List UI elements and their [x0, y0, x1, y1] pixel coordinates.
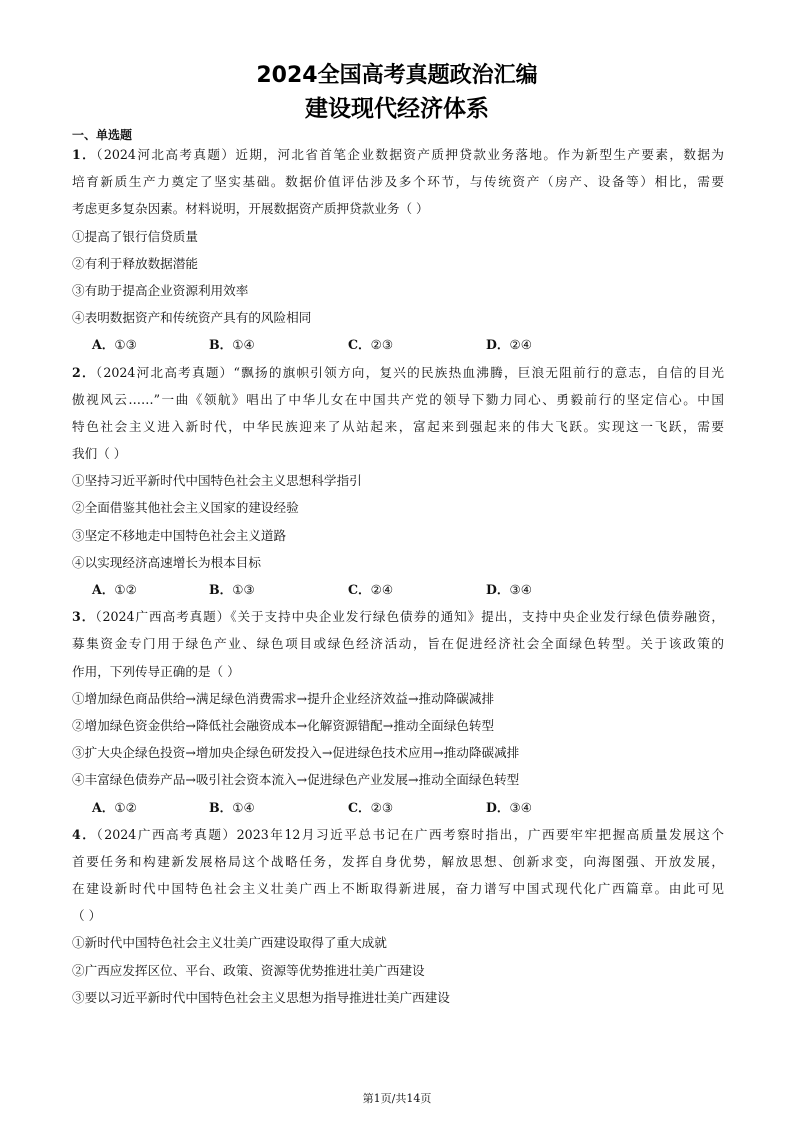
answer-letter: A．: [92, 337, 115, 353]
answer-text: ②④: [509, 337, 533, 353]
statement-item: ③要以习近平新时代中国特色社会主义思想为指导推进壮美广西建设: [72, 989, 450, 1005]
question-source: （2024广西高考真题）: [95, 609, 231, 625]
answer-text: ①④: [232, 337, 255, 353]
question-number: 1．: [72, 147, 97, 162]
question: [72, 141, 724, 359]
page-footer: 第1页/共14页: [362, 1092, 432, 1105]
question-stem-line: 我们（ ）: [72, 446, 127, 462]
answer-letter: C．: [348, 337, 371, 353]
answer-option[interactable]: [92, 576, 137, 603]
answer-option[interactable]: [209, 576, 255, 603]
answer-option[interactable]: [348, 331, 393, 358]
statement-item: ①坚持习近平新时代中国特色社会主义思想科学指引: [72, 473, 362, 489]
question-stem-line: [72, 141, 724, 168]
statement-item: ②广西应发挥区位、平台、政策、资源等优势推进壮美广西建设: [72, 962, 425, 978]
answer-option[interactable]: [348, 794, 393, 821]
answer-option[interactable]: [209, 331, 255, 358]
answer-letter: A．: [92, 799, 115, 815]
answer-text: ③④: [509, 799, 533, 815]
answer-text: ③④: [509, 582, 533, 597]
question-stem-line: [72, 359, 724, 386]
question: [72, 359, 724, 604]
answer-letter: C．: [348, 582, 371, 597]
answer-letter: D．: [486, 582, 510, 597]
question-number: 3．: [72, 609, 96, 625]
question-stem-line: 特色社会主义进入新时代，中华民族迎来了从站起来，富起来到强起来的伟大飞跃。实现这一飞跃，需要: [72, 418, 724, 434]
answer-option[interactable]: [92, 331, 137, 358]
question-stem-text: “飘扬的旗帜引领方向，复兴的民族热血沸腾，巨浪无阻前行的意志，自信的目光: [233, 364, 724, 380]
statement-item: ①增加绿色商品供给→满足绿色消费需求→提升企业经济效益→推动降碳减排: [72, 690, 495, 706]
answer-option[interactable]: [486, 576, 532, 603]
answer-text: ①②: [114, 799, 137, 815]
answer-text: ②③: [370, 337, 394, 353]
question-number: 4．: [72, 826, 97, 842]
question-source: （2024河北高考真题）: [95, 364, 234, 380]
question-stem-line: 培育新质生产力奠定了坚实基础。数据价值评估涉及多个环节，与传统资产（房产、设备等）相比，需要: [72, 174, 724, 190]
answer-letter: A．: [92, 582, 115, 597]
statement-item: ③有助于提高企业资源利用效率: [72, 282, 249, 298]
answer-text: ①③: [232, 582, 255, 597]
question-stem-line: [72, 821, 724, 848]
answer-text: ②④: [370, 582, 394, 597]
answer-letter: D．: [486, 337, 510, 353]
answer-options: [72, 794, 724, 821]
answer-letter: D．: [486, 799, 510, 815]
statement-item: ③扩大央企绿色投资→增加央企绿色研发投入→促进绿色技术应用→推动降碳减排: [72, 745, 520, 761]
answer-text: ①②: [114, 582, 137, 597]
question-source: （2024广西高考真题）: [96, 826, 237, 842]
statement-item: ①提高了银行信贷质量: [72, 228, 198, 244]
statement-item: ④以实现经济高速增长为根本目标: [72, 554, 261, 570]
answer-letter: B．: [209, 799, 233, 815]
question-stem-line: 募集资金专门用于绿色产业、绿色项目或绿色经济活动，旨在促进经济社会全面绿色转型。关于该政策的: [72, 636, 724, 652]
question-list: [72, 141, 724, 1011]
question-number: 2．: [72, 364, 96, 380]
statement-item: ④丰富绿色债券产品→吸引社会资本流入→促进绿色产业发展→推动全面绿色转型: [72, 772, 520, 788]
question-source: （2024河北高考真题）: [96, 147, 236, 162]
answer-text: ①③: [114, 337, 137, 353]
question: [72, 821, 724, 1011]
answer-letter: C．: [348, 799, 371, 815]
answer-options: [72, 331, 724, 358]
question-stem-line: 首要任务和构建新发展格局这个战略任务，发挥自身优势，解放思想、创新求变，向海图强、开放发展，: [72, 853, 724, 869]
answer-option[interactable]: [486, 794, 532, 821]
answer-letter: B．: [209, 337, 233, 353]
question: [72, 603, 724, 821]
answer-letter: B．: [209, 582, 233, 597]
answer-text: ①④: [232, 799, 255, 815]
answer-option[interactable]: [92, 794, 137, 821]
statement-item: ②有利于释放数据潜能: [72, 255, 198, 271]
question-stem-text: 《关于支持中央企业发行绿色债券的通知》提出，支持中央企业发行绿色债券融资，: [230, 609, 724, 625]
answer-option[interactable]: [348, 576, 393, 603]
question-stem-line: 作用，下列传导正确的是（ ）: [72, 663, 240, 679]
question-stem-text: 近期，河北省首笔企业数据资产质押贷款业务落地。作为新型生产要素，数据为: [235, 147, 724, 162]
statement-item: ①新时代中国特色社会主义壮美广西建设取得了重大成就: [72, 935, 387, 951]
question-stem-text: 2023年12月习近平总书记在广西考察时指出，广西要牢牢把握高质量发展这个: [236, 826, 725, 842]
question-stem-line: 考虑更多复杂因素。材料说明，开展数据资产质押贷款业务（ ）: [72, 201, 429, 217]
question-stem-line: 在建设新时代中国特色社会主义壮美广西上不断取得新进展，奋力谱写中国式现代化广西篇章。由此可见: [72, 881, 724, 897]
answer-text: ②③: [370, 799, 394, 815]
statement-item: ③坚定不移地走中国特色社会主义道路: [72, 527, 287, 543]
section-heading: 一、单选题: [72, 128, 133, 142]
statement-item: ②全面借鉴其他社会主义国家的建设经验: [72, 500, 299, 516]
question-stem-line: 傲视风云……”一曲《领航》唱出了中华儿女在中国共产党的领导下勠力同心、勇毅前行的坚定信心。中国: [72, 391, 724, 407]
answer-option[interactable]: [209, 794, 255, 821]
statement-item: ②增加绿色资金供给→降低社会融资成本→化解资源错配→推动全面绿色转型: [72, 717, 495, 733]
answer-options: [72, 576, 724, 603]
question-stem-line: （ ）: [72, 908, 102, 924]
answer-option[interactable]: [486, 331, 532, 358]
question-stem-line: [72, 603, 724, 630]
page-title: 2024全国高考真题政治汇编: [256, 63, 538, 88]
page-subtitle: 建设现代经济体系: [305, 96, 489, 122]
statement-item: ④表明数据资产和传统资产具有的风险相同: [72, 310, 312, 326]
